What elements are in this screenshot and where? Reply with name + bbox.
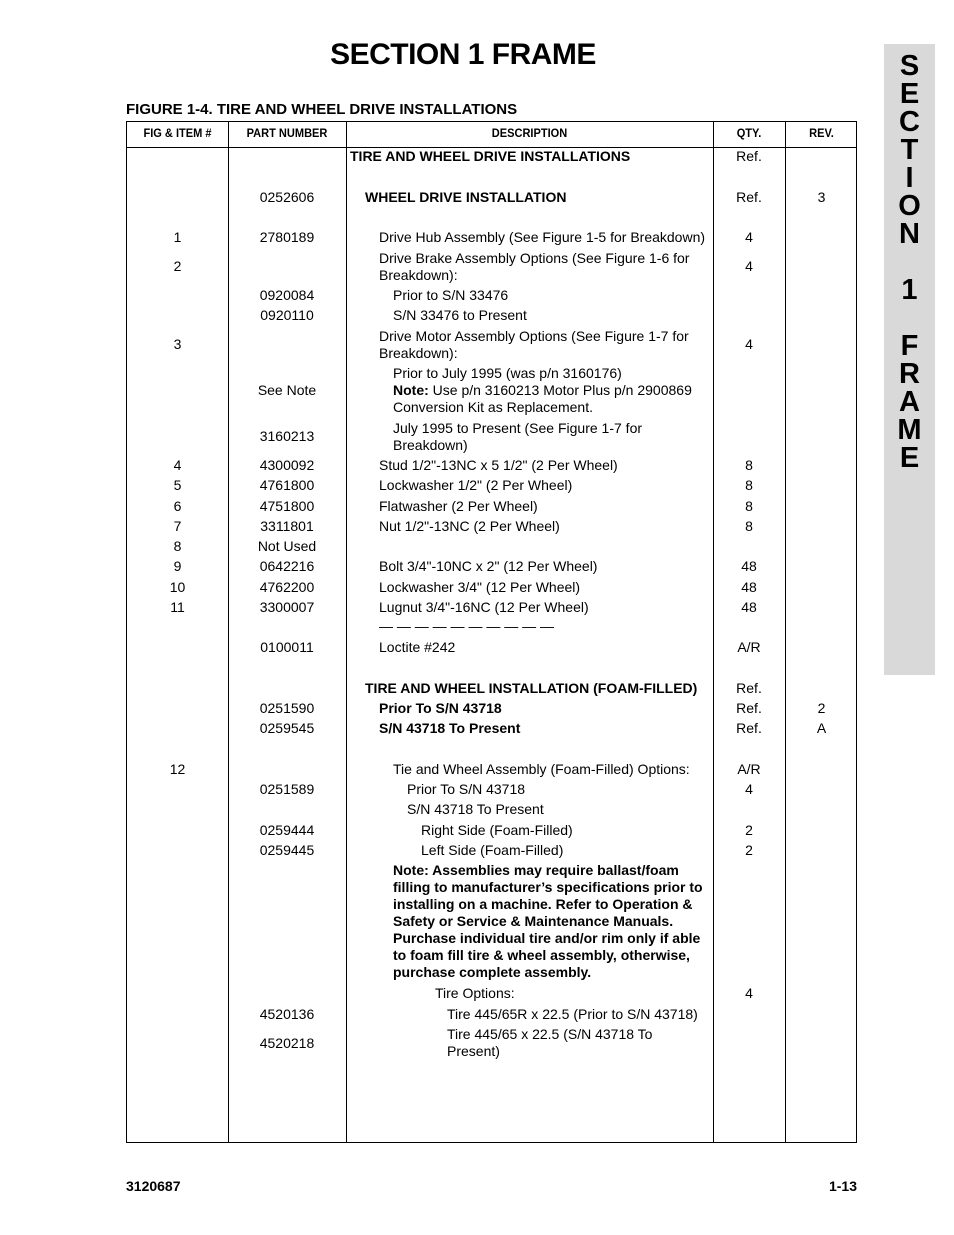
parts-table <box>126 121 857 1143</box>
cell-fig-item: 4 <box>173 457 182 473</box>
cell-part-number: 0252606 <box>259 189 315 205</box>
cell-part-number: 0251589 <box>259 781 315 797</box>
cell-rev: A <box>816 720 827 736</box>
cell-qty: 8 <box>745 457 753 473</box>
cell-part-number: 0259444 <box>259 822 315 838</box>
cell-qty: Ref. <box>736 189 762 205</box>
cell-part-number: 0251590 <box>259 700 315 716</box>
side-tab-letter: E <box>899 78 920 110</box>
cell-part-number: 3300007 <box>259 599 315 615</box>
side-tab-letter: S <box>899 50 920 82</box>
cell-part-number: 4300092 <box>259 457 315 473</box>
cell-description: S/N 43718 To Present <box>379 720 521 736</box>
cell-rev: 2 <box>817 700 826 716</box>
cell-part-number: 4761800 <box>259 477 315 493</box>
cell-description: Tire 445/65R x 22.5 (Prior to S/N 43718) <box>447 1006 698 1022</box>
cell-description: Tie and Wheel Assembly (Foam-Filled) Options: <box>393 761 690 777</box>
cell-qty: 2 <box>745 842 753 858</box>
cell-fig-item: 1 <box>173 229 182 245</box>
side-tab-letter: E <box>899 442 920 474</box>
cell-qty: 4 <box>745 781 753 797</box>
cell-description: Prior To S/N 43718 <box>379 700 502 716</box>
cell-qty: Ref. <box>736 700 762 716</box>
cell-description: Note: Assemblies may require ballast/foam filling to manufacturer’s specifications prior to installing on a machine. Refer to Operation & Safety or Service & Maintenance Manuals. Purchase individual tire and/or rim only if able to foam fill tire & wheel assembly, otherwise, purchase complete assembly. <box>393 862 703 980</box>
cell-fig-item: 3 <box>173 336 182 352</box>
cell-description: TIRE AND WHEEL DRIVE INSTALLATIONS <box>350 148 631 164</box>
cell-fig-item: 5 <box>173 477 182 493</box>
cell-qty: A/R <box>737 639 761 655</box>
cell-description: Left Side (Foam-Filled) <box>421 842 564 858</box>
cell-part-number: 0100011 <box>260 639 314 655</box>
cell-qty: Ref. <box>736 148 762 164</box>
cell-qty: 4 <box>745 258 753 274</box>
cell-part-number: 0642216 <box>259 558 315 574</box>
cell-qty: 8 <box>745 518 753 534</box>
cell-description <box>393 365 711 416</box>
cell-fig-item: 2 <box>173 258 182 274</box>
note-text: Use p/n 3160213 Motor Plus p/n 2900869 Conversion Kit as Replacement. <box>393 382 692 415</box>
cell-part-number: 4751800 <box>259 498 315 514</box>
cell-description: Lockwasher 1/2" (2 Per Wheel) <box>379 477 573 493</box>
cell-description: Drive Brake Assembly Options (See Figure 1-6 for Breakdown): <box>379 250 690 283</box>
cell-description: Prior to S/N 33476 <box>393 287 509 303</box>
description-text: Prior to July 1995 (was p/n 3160176) <box>393 365 622 381</box>
page-title: SECTION 1 FRAME <box>330 38 596 71</box>
cell-qty: 48 <box>741 579 757 595</box>
cell-qty: 2 <box>745 822 753 838</box>
cell-fig-item: 7 <box>173 518 182 534</box>
cell-description: Right Side (Foam-Filled) <box>421 822 573 838</box>
column-divider <box>346 122 347 1142</box>
cell-part-number: 0920084 <box>259 287 315 303</box>
cell-description: Nut 1/2"-13NC (2 Per Wheel) <box>379 518 560 534</box>
cell-part-number: 0259445 <box>259 842 315 858</box>
cell-part-number: Not Used <box>257 538 317 554</box>
cell-description: S/N 33476 to Present <box>393 307 527 323</box>
cell-part-number: See Note <box>257 382 317 398</box>
cell-description: Stud 1/2"-13NC x 5 1/2" (2 Per Wheel) <box>379 457 618 473</box>
cell-description: TIRE AND WHEEL INSTALLATION (FOAM-FILLED) <box>365 680 698 696</box>
cell-description: July 1995 to Present (See Figure 1-7 for Breakdown) <box>393 420 643 453</box>
cell-qty: Ref. <box>736 720 762 736</box>
column-divider <box>785 122 786 1142</box>
side-tab-letter: F <box>900 330 919 362</box>
header-description: DESCRIPTION <box>491 126 568 140</box>
column-divider <box>228 122 229 1142</box>
header-fig-item: FIG & ITEM # <box>143 126 212 140</box>
side-tab-letter: 1 <box>901 274 918 306</box>
cell-qty: 4 <box>745 229 753 245</box>
cell-part-number: 2780189 <box>259 229 315 245</box>
cell-description: Tire 445/65 x 22.5 (S/N 43718 To Present) <box>447 1026 653 1059</box>
side-tab-letter: I <box>905 162 914 194</box>
footer-document-number: 3120687 <box>126 1178 181 1194</box>
cell-fig-item: 6 <box>173 498 182 514</box>
header-part-number: PART NUMBER <box>246 126 328 140</box>
cell-part-number: 3160213 <box>259 428 315 444</box>
footer-page-number: 1-13 <box>828 1178 857 1194</box>
cell-part-number: 3311801 <box>260 518 314 534</box>
cell-qty: 4 <box>745 985 753 1001</box>
cell-part-number: 4520218 <box>259 1035 315 1051</box>
cell-qty: A/R <box>737 761 761 777</box>
cell-part-number: 4520136 <box>259 1006 315 1022</box>
side-tab-letter: M <box>897 414 922 446</box>
cell-description: Loctite #242 <box>379 639 456 655</box>
cell-description: Prior To S/N 43718 <box>407 781 526 797</box>
side-tab-letter: O <box>898 190 921 222</box>
section-side-tab <box>884 44 935 675</box>
cell-description: Tire Options: <box>435 985 515 1001</box>
cell-description: WHEEL DRIVE INSTALLATION <box>365 189 567 205</box>
figure-caption: FIGURE 1-4. TIRE AND WHEEL DRIVE INSTALLATIONS <box>126 101 518 118</box>
cell-qty: 8 <box>745 498 753 514</box>
cell-description: — — — — — — — — — — <box>379 618 555 634</box>
cell-description: Flatwasher (2 Per Wheel) <box>379 498 538 514</box>
header-qty: QTY. <box>736 126 762 140</box>
replacement-note <box>393 382 711 416</box>
cell-qty: 48 <box>741 599 757 615</box>
cell-part-number: 0920110 <box>260 307 314 323</box>
cell-fig-item: 12 <box>169 761 186 777</box>
cell-description: S/N 43718 To Present <box>407 801 544 817</box>
cell-description: Lockwasher 3/4" (12 Per Wheel) <box>379 579 581 595</box>
cell-qty: 4 <box>745 336 753 352</box>
side-tab-letter: C <box>899 106 920 138</box>
cell-qty: 8 <box>745 477 753 493</box>
cell-fig-item: 10 <box>169 579 186 595</box>
cell-fig-item: 8 <box>173 538 182 554</box>
cell-description: Bolt 3/4"-10NC x 2" (12 Per Wheel) <box>379 558 598 574</box>
side-tab-letter: N <box>899 218 920 250</box>
side-tab-letter: T <box>900 134 919 166</box>
cell-rev: 3 <box>817 189 826 205</box>
cell-description: Drive Motor Assembly Options (See Figure 1-7 for Breakdown): <box>379 328 689 361</box>
side-tab-letter: R <box>899 358 920 390</box>
cell-part-number: 4762200 <box>259 579 315 595</box>
note-label: Note: <box>393 382 429 398</box>
cell-qty: Ref. <box>736 680 762 696</box>
cell-fig-item: 11 <box>170 599 185 615</box>
cell-qty: 48 <box>741 558 757 574</box>
cell-description: Drive Hub Assembly (See Figure 1-5 for Breakdown) <box>379 229 706 245</box>
cell-description: Lugnut 3/4"-16NC (12 Per Wheel) <box>379 599 589 615</box>
header-rev: REV. <box>809 126 834 140</box>
cell-part-number: 0259545 <box>259 720 315 736</box>
cell-fig-item: 9 <box>173 558 182 574</box>
side-tab-letter: A <box>899 386 920 418</box>
